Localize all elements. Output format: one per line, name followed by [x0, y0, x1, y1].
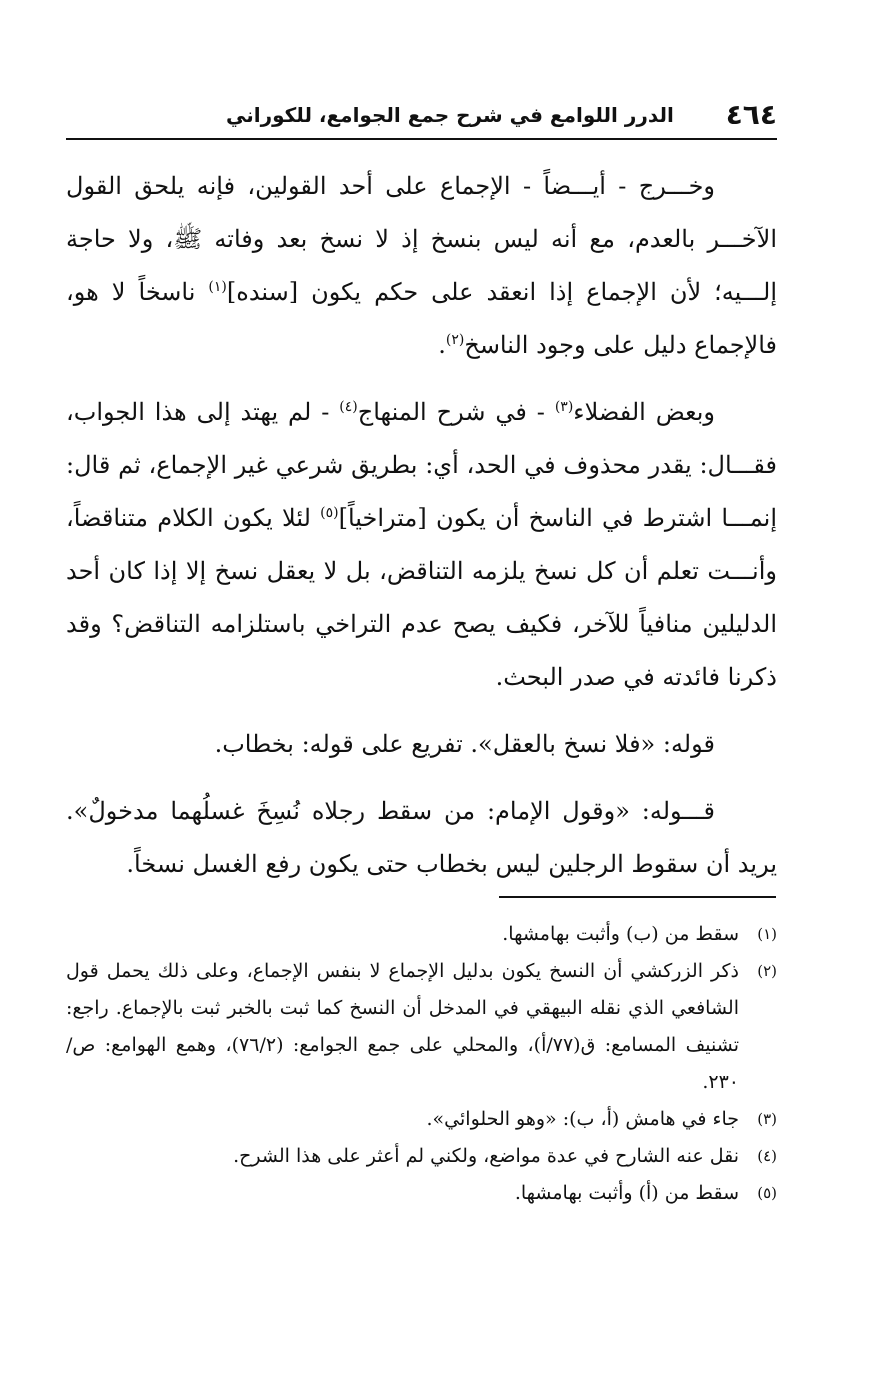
footnote-ref-3: (٣): [554, 399, 574, 415]
footnotes: [66, 916, 777, 1212]
footnote-2: [66, 953, 777, 1101]
paragraph-1-text-b: ناسخاً لا هو، فالإجماع دليل على وجود الناسخ: [66, 278, 777, 359]
footnote-5: [66, 1175, 777, 1212]
paragraph-2-text-b: - في شرح المنهاج: [357, 398, 555, 426]
footnote-3: [66, 1101, 777, 1138]
paragraph-1: [66, 160, 777, 372]
paragraph-4: قـــوله: «وقول الإمام: من سقط رجلاه نُسِخَ غسلُهما مدخولٌ». يريد أن سقوط الرجلين ليس بخطاب حتى يكون رفع الغسل نسخاً.: [66, 797, 777, 878]
paragraph-2-text-a: وبعض الفضلاء: [573, 398, 715, 426]
paragraph-1-text-c: .: [438, 331, 446, 359]
footnote-number: (٥): [757, 1184, 777, 1202]
page-number: ٤٦٤: [725, 98, 777, 131]
footnote-number: (٤): [757, 1147, 777, 1165]
paragraph-2-text-d: لئلا يكون الكلام متناقضاً، وأنـــت تعلم أن كل نسخ يلزمه التناقض، بل لا يعقل نسخ إلا إذا كان أحد الدليلين منافياً للآخر، فكيف يصح عدم التراخي باستلزامه التناقض؟ وقد ذكرنا فائدته في صدر البحث.: [66, 504, 777, 691]
footnote-1: [66, 916, 777, 953]
footnote-text: نقل عنه الشارح في عدة مواضع، ولكني لم أعثر على هذا الشرح.: [233, 1145, 739, 1167]
footnote-number: (٢): [757, 962, 777, 980]
footnote-ref-2: (٢): [445, 332, 465, 348]
footnote-number: (٣): [757, 1110, 777, 1128]
paragraph-3: قوله: «فلا نسخ بالعقل». تفريع على قوله: بخطاب.: [214, 730, 715, 758]
footnote-ref-4: (٤): [339, 399, 358, 415]
paragraph-2: [66, 386, 777, 704]
running-title: الدرر اللوامع في شرح جمع الجوامع، للكوراني: [226, 103, 674, 127]
footnote-ref-5: (٥): [320, 505, 339, 521]
footnote-text: ذكر الزركشي أن النسخ يكون بدليل الإجماع لا بنفس الإجماع، وعلى ذلك يحمل قول الشافعي الذي نقله البيهقي في المدخل أن النسخ كما ثبت بالخبر ثبت بالإجماع. راجع: تشنيف المسامع: ق(٧٧/أ)، والمحلي على جمع الجوامع: (٧٦/٢)، وهمع الهوامع: ص/٢٣٠.: [66, 960, 739, 1093]
main-text: [66, 160, 777, 891]
paragraph-1-text-a: وخـــرج - أيـــضاً - الإجماع على أحد القولين، فإنه يلحق القول الآخـــر بالعدم، مع أنه ليس بنسخ إذ لا نسخ بعد وفاته ﷺ، ولا حاجة إلـــيه؛ لأن الإجماع إذا انعقد على حكم يكون [سنده]: [66, 172, 777, 306]
footnote-4: [66, 1138, 777, 1175]
page-header: [66, 96, 777, 140]
footnote-ref-1: (١): [208, 279, 227, 295]
footnote-text: جاء في هامش (أ، ب): «وهو الحلوائي».: [426, 1108, 739, 1130]
footnote-number: (١): [757, 925, 777, 943]
paragraph-2-text-c: - لم يهتد إلى هذا الجواب، فقـــال: يقدر محذوف في الحد، أي: بطريق شرعي غير الإجماع، ثم قال: إنمـــا اشترط في الناسخ أن يكون [متراخياً]: [66, 398, 777, 532]
footnote-separator: [499, 896, 776, 898]
footnote-text: سقط من (ب) وأثبت بهامشها.: [502, 923, 739, 945]
footnote-text: سقط من (أ) وأثبت بهامشها.: [514, 1182, 739, 1204]
